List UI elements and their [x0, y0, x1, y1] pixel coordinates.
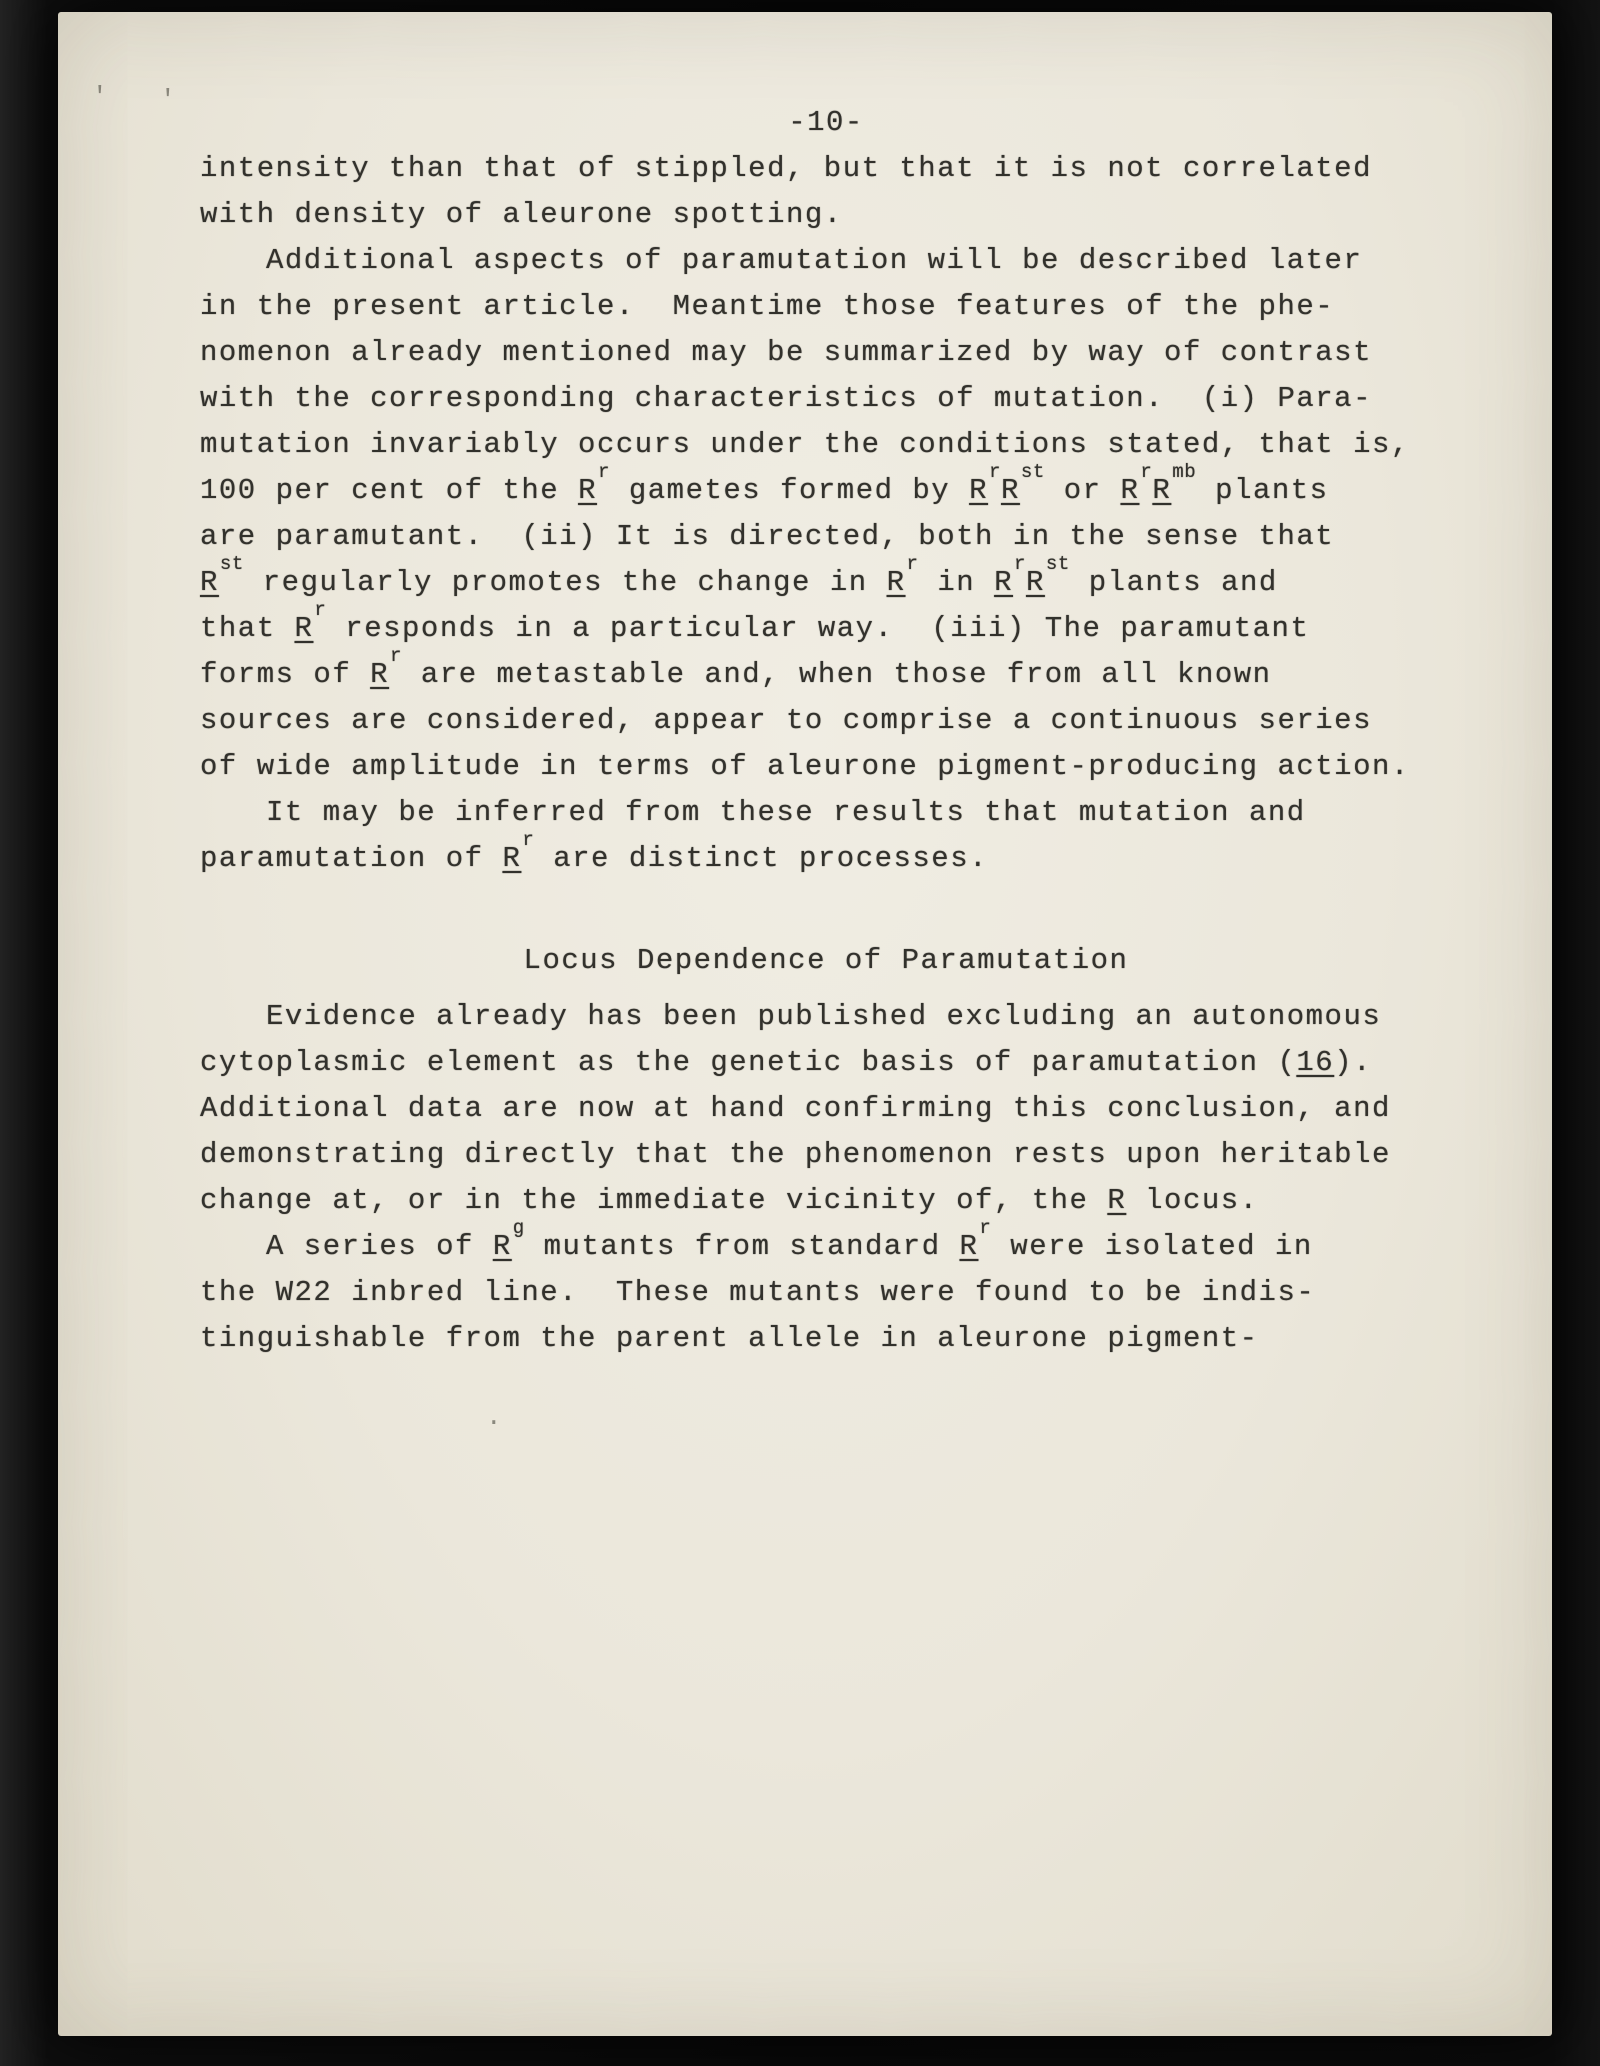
- typed-line: It may be inferred from these results that mutation and: [266, 796, 1306, 829]
- typed-line: tinguishable from the parent allele in aleurone pigment-: [200, 1322, 1259, 1355]
- gene-symbol: $R^{mb}$: [1152, 460, 1197, 507]
- typed-line: nomenon already mentioned may be summarized by way of contrast: [200, 336, 1372, 369]
- typed-line: mutation invariably occurs under the conditions stated, that is,: [200, 428, 1410, 461]
- typed-line: 100 per cent of the $R^r$ gametes formed by $R^rR^{st}$ or $R^rR^{mb}$ plants: [200, 460, 1329, 507]
- gene-symbol: $R^r$: [959, 1216, 992, 1263]
- typed-lines: [200, 146, 1452, 1362]
- typed-line: sources are considered, appear to comprise a continuous series: [200, 704, 1372, 737]
- page-number: -10-: [788, 106, 864, 139]
- typed-text-block: [200, 100, 1452, 1362]
- typed-line: paramutation of $R^r$ are distinct processes.: [200, 828, 989, 875]
- typed-line: cytoplasmic element as the genetic basis of paramutation (16).: [200, 1046, 1372, 1079]
- typed-line: with the corresponding characteristics of mutation. (i) Para-: [200, 382, 1372, 415]
- gene-symbol: $R^r$: [294, 598, 327, 645]
- typed-line: change at, or in the immediate vicinity of, the R locus.: [200, 1184, 1259, 1217]
- section-heading: Locus Dependence of Paramutation: [523, 944, 1129, 977]
- gene-symbol: $R^r$: [370, 644, 403, 691]
- typed-line: the W22 inbred line. These mutants were found to be indis-: [200, 1276, 1316, 1309]
- typed-line: forms of $R^r$ are metastable and, when those from all known: [200, 644, 1272, 691]
- underlined-text: 16: [1296, 1046, 1335, 1079]
- gene-symbol: $R^r$: [994, 552, 1026, 599]
- typed-line: A series of $R^g$ mutants from standard $R^r$ were isolated in: [266, 1216, 1313, 1263]
- typed-line: in the present article. Meantime those features of the phe-: [200, 290, 1335, 323]
- gene-symbol: $R^r$: [578, 460, 610, 507]
- stray-mark: .: [486, 1402, 502, 1432]
- typed-line: Additional data are now at hand confirming this conclusion, and: [200, 1092, 1391, 1125]
- gene-symbol: $R^r$: [502, 828, 535, 875]
- typed-line: are paramutant. (ii) It is directed, both in the sense that: [200, 520, 1335, 553]
- gene-symbol: $R^r$: [886, 552, 919, 599]
- typed-line: of wide amplitude in terms of aleurone pigment-producing action.: [200, 750, 1410, 783]
- gene-symbol: R: [1107, 1184, 1127, 1217]
- typed-line: Evidence already has been published excluding an autonomous: [266, 1000, 1382, 1033]
- gene-symbol: $R^r$: [1120, 460, 1153, 507]
- typed-line: with density of aleurone spotting.: [200, 198, 843, 231]
- typed-line: intensity than that of stippled, but that it is not correlated: [200, 152, 1372, 185]
- stray-mark: ': [160, 85, 176, 115]
- typed-line: that $R^r$ responds in a particular way. (iii) The paramutant: [200, 598, 1310, 645]
- typed-line: $R^{st}$ regularly promotes the change in $R^r$ in $R^rR^{st}$ plants and: [200, 552, 1278, 599]
- typed-line: Additional aspects of paramutation will be described later: [266, 244, 1363, 277]
- typed-line: demonstrating directly that the phenomenon rests upon heritable: [200, 1138, 1391, 1171]
- gene-symbol: $R^g$: [492, 1216, 525, 1263]
- paper-sheet: [58, 12, 1552, 2036]
- gene-symbol: $R^r$: [969, 460, 1001, 507]
- gene-symbol: $R^{st}$: [1001, 460, 1045, 507]
- stray-mark: ': [92, 82, 108, 112]
- gene-symbol: $R^{st}$: [200, 552, 244, 599]
- gene-symbol: $R^{st}$: [1025, 552, 1070, 599]
